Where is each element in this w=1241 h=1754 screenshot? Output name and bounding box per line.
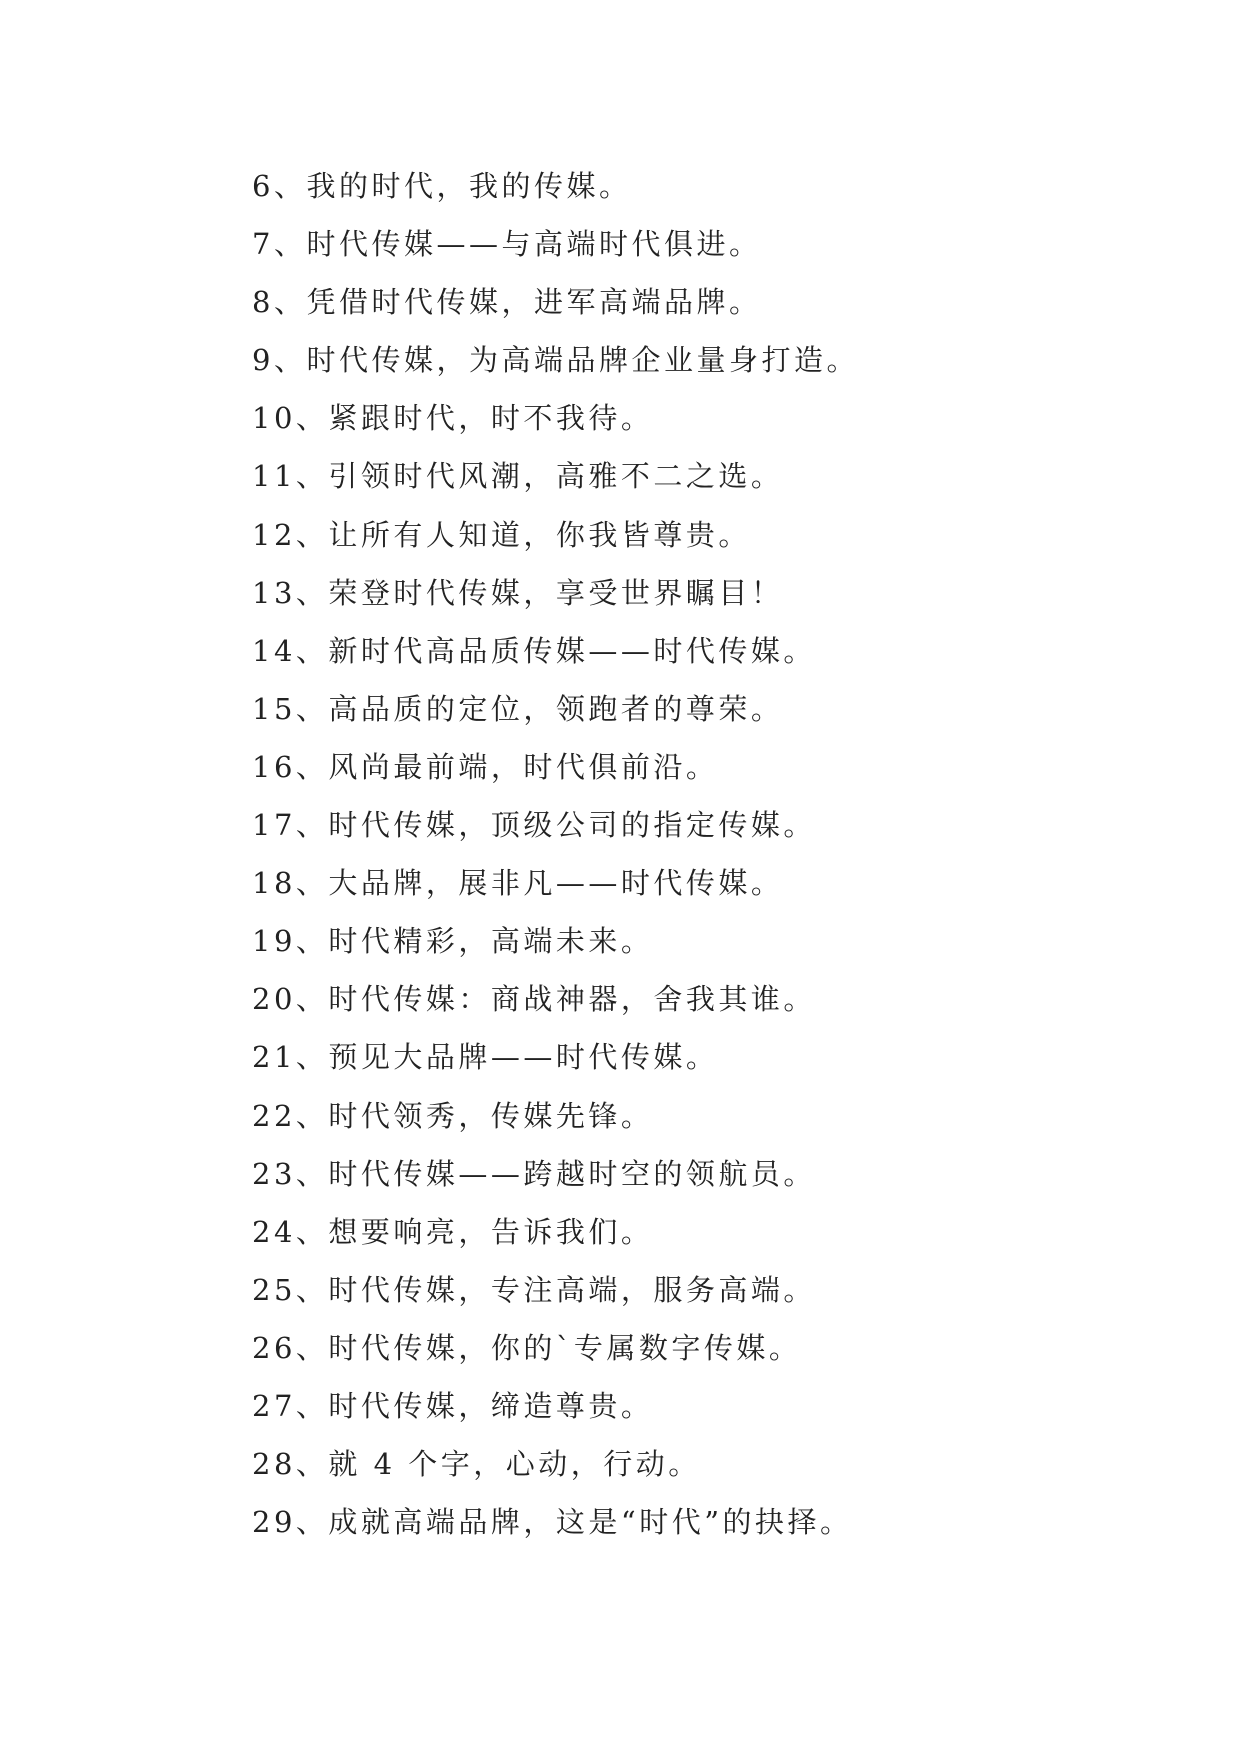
slogan-line: 18、大品牌，展非凡——时代传媒。	[252, 866, 784, 901]
slogan-line: 7、时代传媒——与高端时代俱进。	[252, 227, 762, 262]
slogan-line: 11、引领时代风潮，高雅不二之选。	[252, 459, 784, 494]
slogan-line: 15、高品质的定位，领跑者的尊荣。	[252, 691, 784, 726]
slogan-line: 20、时代传媒：商战神器，舍我其谁。	[252, 982, 816, 1017]
slogan-line: 24、想要响亮，告诉我们。	[252, 1214, 654, 1249]
slogan-line: 27、时代传媒，缔造尊贵。	[252, 1388, 654, 1423]
slogan-line: 6、我的时代，我的传媒。	[252, 169, 632, 203]
slogan-line: 9、时代传媒，为高端品牌企业量身打造。	[252, 343, 859, 378]
slogan-list	[252, 157, 1152, 1551]
slogan-line: 19、时代精彩，高端未来。	[252, 924, 654, 959]
slogan-line: 10、紧跟时代，时不我待。	[252, 401, 654, 436]
slogan-line: 12、让所有人知道，你我皆尊贵。	[252, 517, 751, 552]
slogan-line: 26、时代传媒，你的`专属数字传媒。	[252, 1330, 802, 1365]
slogan-line: 28、就 4 个字，心动，行动。	[252, 1447, 701, 1482]
slogan-line: 23、时代传媒——跨越时空的领航员。	[252, 1156, 816, 1191]
slogan-line: 21、预见大品牌——时代传媒。	[252, 1040, 719, 1075]
slogan-line: 25、时代传媒，专注高端，服务高端。	[252, 1272, 816, 1307]
slogan-line: 8、凭借时代传媒，进军高端品牌。	[252, 285, 762, 320]
slogan-line: 13、荣登时代传媒，享受世界瞩目！	[252, 575, 784, 610]
slogan-line: 29、成就高端品牌，这是“时代”的抉择。	[252, 1505, 853, 1540]
slogan-line: 16、风尚最前端，时代俱前沿。	[252, 749, 719, 784]
slogan-line: 17、时代传媒，顶级公司的指定传媒。	[252, 808, 816, 843]
slogan-line: 22、时代领秀，传媒先锋。	[252, 1098, 654, 1133]
slogan-line: 14、新时代高品质传媒——时代传媒。	[252, 633, 816, 668]
